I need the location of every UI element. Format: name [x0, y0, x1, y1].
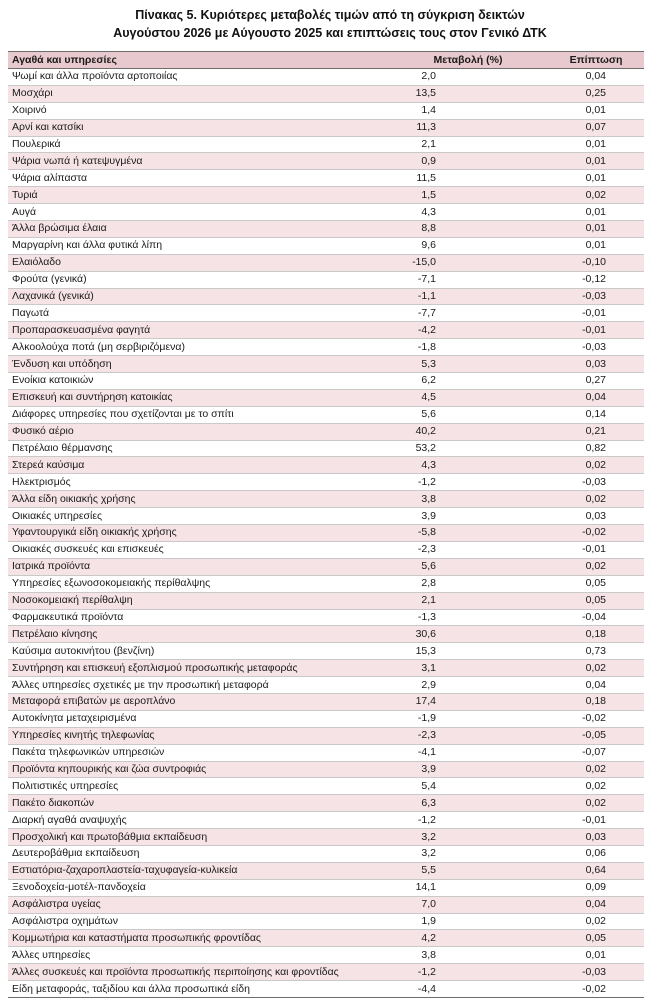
cell-impact: 0,14	[548, 406, 644, 423]
cell-change-percent: 53,2	[388, 440, 548, 457]
cell-change-percent: -4,2	[388, 322, 548, 339]
cell-goods-service: Προσχολική και πρωτοβάθμια εκπαίδευση	[8, 829, 388, 846]
table-row	[8, 626, 644, 643]
cell-goods-service: Πολιτιστικές υπηρεσίες	[8, 778, 388, 795]
cell-impact: 0,04	[548, 896, 644, 913]
cell-change-percent: -4,4	[388, 981, 548, 998]
cell-change-percent: 2,8	[388, 575, 548, 592]
cell-change-percent: -1,3	[388, 609, 548, 626]
cell-goods-service: Υπηρεσίες εξωνοσοκομειακής περίθαλψης	[8, 575, 388, 592]
table-row	[8, 271, 644, 288]
cell-impact: -0,02	[548, 981, 644, 998]
cell-impact: 0,64	[548, 862, 644, 879]
cell-impact: -0,03	[548, 339, 644, 356]
cell-change-percent: 1,5	[388, 187, 548, 204]
table-row	[8, 727, 644, 744]
cell-impact: -0,01	[548, 541, 644, 558]
cell-change-percent: -7,7	[388, 305, 548, 322]
cell-impact: -0,01	[548, 305, 644, 322]
cell-goods-service: Ηλεκτρισμός	[8, 474, 388, 491]
cell-impact: 0,18	[548, 626, 644, 643]
cell-goods-service: Αλκοολούχα ποτά (μη σερβιριζόμενα)	[8, 339, 388, 356]
cell-goods-service: Υφαντουργικά είδη οικιακής χρήσης	[8, 525, 388, 542]
cell-goods-service: Οικιακές υπηρεσίες	[8, 508, 388, 525]
cell-goods-service: Πακέτο διακοπών	[8, 795, 388, 812]
cell-goods-service: Διάφορες υπηρεσίες που σχετίζονται με το σπίτι	[8, 406, 388, 423]
cell-goods-service: Χοιρινό	[8, 102, 388, 119]
cell-change-percent: 17,4	[388, 693, 548, 710]
cell-goods-service: Κομμωτήρια και καταστήματα προσωπικής φροντίδας	[8, 930, 388, 947]
cell-goods-service: Ενοίκια κατοικιών	[8, 373, 388, 390]
cell-goods-service: Μεταφορά επιβατών με αεροπλάνο	[8, 693, 388, 710]
cell-impact: 0,18	[548, 693, 644, 710]
cell-change-percent: 13,5	[388, 85, 548, 102]
cell-goods-service: Άλλες υπηρεσίες σχετικές με την προσωπική μεταφορά	[8, 677, 388, 694]
cell-impact: 0,09	[548, 879, 644, 896]
cell-goods-service: Πακέτα τηλεφωνικών υπηρεσιών	[8, 744, 388, 761]
cell-impact: 0,01	[548, 947, 644, 964]
cell-impact: 0,25	[548, 85, 644, 102]
table-row	[8, 221, 644, 238]
table-header	[8, 52, 644, 69]
cell-impact: -0,02	[548, 525, 644, 542]
cell-change-percent: 2,0	[388, 69, 548, 86]
cell-impact: 0,04	[548, 389, 644, 406]
table-row	[8, 778, 644, 795]
cell-impact: 0,02	[548, 778, 644, 795]
cell-goods-service: Ψάρια αλίπαστα	[8, 170, 388, 187]
cell-impact: -0,01	[548, 322, 644, 339]
cell-goods-service: Παγωτά	[8, 305, 388, 322]
table-row	[8, 136, 644, 153]
table-row	[8, 102, 644, 119]
cell-change-percent: -2,3	[388, 727, 548, 744]
cell-impact: 0,04	[548, 69, 644, 86]
cell-impact: 0,02	[548, 491, 644, 508]
cell-impact: 0,01	[548, 153, 644, 170]
cell-change-percent: 14,1	[388, 879, 548, 896]
cell-change-percent: 11,5	[388, 170, 548, 187]
cell-goods-service: Φρούτα (γενικά)	[8, 271, 388, 288]
header-impact: Επίπτωση	[548, 52, 644, 69]
cell-impact: 0,01	[548, 170, 644, 187]
table-row	[8, 474, 644, 491]
table-row	[8, 406, 644, 423]
table-row	[8, 204, 644, 221]
cell-change-percent: 5,6	[388, 406, 548, 423]
table-row	[8, 373, 644, 390]
title-line-2: Αυγούστου 2026 με Αύγουστο 2025 και επιπτώσεις τους στον Γενικό ΔΤΚ	[113, 26, 547, 40]
table-row	[8, 491, 644, 508]
table-row	[8, 761, 644, 778]
table-row	[8, 829, 644, 846]
cell-goods-service: Εστιατόρια-ζαχαροπλαστεία-ταχυφαγεία-κυλικεία	[8, 862, 388, 879]
cell-change-percent: -5,8	[388, 525, 548, 542]
table-row	[8, 339, 644, 356]
cell-impact: 0,03	[548, 508, 644, 525]
cell-goods-service: Πουλερικά	[8, 136, 388, 153]
cell-goods-service: Μοσχάρι	[8, 85, 388, 102]
cell-change-percent: -7,1	[388, 271, 548, 288]
cell-impact: -0,04	[548, 609, 644, 626]
cell-goods-service: Λαχανικά (γενικά)	[8, 288, 388, 305]
table-row	[8, 795, 644, 812]
cell-change-percent: 6,3	[388, 795, 548, 812]
table-row	[8, 693, 644, 710]
cell-change-percent: 40,2	[388, 423, 548, 440]
cell-goods-service: Στερεά καύσιμα	[8, 457, 388, 474]
cell-goods-service: Καύσιμα αυτοκινήτου (βενζίνη)	[8, 643, 388, 660]
table-row	[8, 575, 644, 592]
table-row	[8, 170, 644, 187]
table-row	[8, 981, 644, 998]
cell-goods-service: Προπαρασκευασμένα φαγητά	[8, 322, 388, 339]
price-changes-table	[8, 51, 644, 998]
table-row	[8, 153, 644, 170]
cell-change-percent: 5,3	[388, 356, 548, 373]
cell-change-percent: 5,4	[388, 778, 548, 795]
cell-change-percent: -4,1	[388, 744, 548, 761]
cell-impact: 0,02	[548, 795, 644, 812]
cell-goods-service: Δευτεροβάθμια εκπαίδευση	[8, 845, 388, 862]
cell-change-percent: -1,2	[388, 474, 548, 491]
header-row	[8, 52, 644, 69]
cell-goods-service: Πετρέλαιο κίνησης	[8, 626, 388, 643]
cell-change-percent: 5,5	[388, 862, 548, 879]
cell-change-percent: -1,2	[388, 812, 548, 829]
table-row	[8, 812, 644, 829]
cell-change-percent: 3,8	[388, 491, 548, 508]
header-goods-services: Αγαθά και υπηρεσίες	[8, 52, 388, 69]
cell-impact: 0,02	[548, 660, 644, 677]
cell-goods-service: Νοσοκομειακή περίθαλψη	[8, 592, 388, 609]
cell-impact: -0,07	[548, 744, 644, 761]
table-row	[8, 541, 644, 558]
cell-impact: 0,05	[548, 575, 644, 592]
cell-impact: 0,01	[548, 204, 644, 221]
table-row	[8, 440, 644, 457]
cell-goods-service: Ξενοδοχεία-μοτέλ-πανδοχεία	[8, 879, 388, 896]
title-line-1: Πίνακας 5. Κυριότερες μεταβολές τιμών από τη σύγκριση δεικτών	[135, 8, 525, 22]
table-row	[8, 254, 644, 271]
cell-impact: 0,07	[548, 119, 644, 136]
cell-impact: 0,02	[548, 187, 644, 204]
cell-change-percent: -1,1	[388, 288, 548, 305]
cell-impact: 0,01	[548, 102, 644, 119]
cell-change-percent: 4,3	[388, 204, 548, 221]
cell-goods-service: Αυτοκίνητα μεταχειρισμένα	[8, 710, 388, 727]
table-row	[8, 964, 644, 981]
cell-impact: 0,03	[548, 829, 644, 846]
cell-change-percent: 5,6	[388, 558, 548, 575]
table-row	[8, 744, 644, 761]
table-row	[8, 558, 644, 575]
cell-change-percent: 2,1	[388, 592, 548, 609]
cell-change-percent: 8,8	[388, 221, 548, 238]
table-row	[8, 947, 644, 964]
table-row	[8, 845, 644, 862]
table-row	[8, 85, 644, 102]
cell-change-percent: 4,5	[388, 389, 548, 406]
cell-goods-service: Άλλα βρώσιμα έλαια	[8, 221, 388, 238]
table-row	[8, 119, 644, 136]
table-row	[8, 879, 644, 896]
table-row	[8, 710, 644, 727]
cell-impact: 0,02	[548, 913, 644, 930]
cell-impact: -0,03	[548, 964, 644, 981]
cell-impact: 0,05	[548, 930, 644, 947]
cell-impact: 0,21	[548, 423, 644, 440]
cell-goods-service: Ένδυση και υπόδηση	[8, 356, 388, 373]
cell-change-percent: 1,4	[388, 102, 548, 119]
table-title	[0, 0, 660, 38]
table-row	[8, 457, 644, 474]
table-row	[8, 609, 644, 626]
cell-impact: -0,03	[548, 474, 644, 491]
cell-goods-service: Τυριά	[8, 187, 388, 204]
cell-change-percent: 15,3	[388, 643, 548, 660]
cell-impact: 0,03	[548, 356, 644, 373]
cell-goods-service: Αυγά	[8, 204, 388, 221]
cell-goods-service: Άλλα είδη οικιακής χρήσης	[8, 491, 388, 508]
cell-change-percent: 3,8	[388, 947, 548, 964]
cell-change-percent: 6,2	[388, 373, 548, 390]
cell-impact: 0,06	[548, 845, 644, 862]
cell-goods-service: Ασφάλιστρα οχημάτων	[8, 913, 388, 930]
cell-goods-service: Φαρμακευτικά προϊόντα	[8, 609, 388, 626]
cell-goods-service: Αρνί και κατσίκι	[8, 119, 388, 136]
cell-impact: -0,03	[548, 288, 644, 305]
cell-change-percent: 3,1	[388, 660, 548, 677]
cell-change-percent: 1,9	[388, 913, 548, 930]
cell-goods-service: Οικιακές συσκευές και επισκευές	[8, 541, 388, 558]
cell-change-percent: 0,9	[388, 153, 548, 170]
table-row	[8, 389, 644, 406]
cell-impact: 0,73	[548, 643, 644, 660]
cell-change-percent: -2,3	[388, 541, 548, 558]
cell-impact: 0,01	[548, 221, 644, 238]
cell-goods-service: Άλλες συσκευές και προϊόντα προσωπικής περιποίησης και φροντίδας	[8, 964, 388, 981]
cell-goods-service: Μαργαρίνη και άλλα φυτικά λίπη	[8, 237, 388, 254]
cell-goods-service: Ελαιόλαδο	[8, 254, 388, 271]
cell-impact: 0,01	[548, 237, 644, 254]
cell-change-percent: 3,9	[388, 508, 548, 525]
cell-goods-service: Συντήρηση και επισκευή εξοπλισμού προσωπικής μεταφοράς	[8, 660, 388, 677]
table-row	[8, 508, 644, 525]
cell-goods-service: Προϊόντα κηπουρικής και ζώα συντροφιάς	[8, 761, 388, 778]
cell-impact: -0,10	[548, 254, 644, 271]
table-row	[8, 288, 644, 305]
table-row	[8, 423, 644, 440]
cell-goods-service: Διαρκή αγαθά αναψυχής	[8, 812, 388, 829]
cell-impact: 0,02	[548, 558, 644, 575]
table-row	[8, 187, 644, 204]
cell-change-percent: 2,1	[388, 136, 548, 153]
cell-impact: 0,04	[548, 677, 644, 694]
cell-goods-service: Φυσικό αέριο	[8, 423, 388, 440]
cell-change-percent: -1,8	[388, 339, 548, 356]
table-row	[8, 69, 644, 86]
cell-change-percent: 4,2	[388, 930, 548, 947]
table-row	[8, 305, 644, 322]
table-row	[8, 356, 644, 373]
table-row	[8, 660, 644, 677]
table-body	[8, 69, 644, 998]
header-change-percent: Μεταβολή (%)	[388, 52, 548, 69]
table-row	[8, 237, 644, 254]
table-row	[8, 677, 644, 694]
cell-change-percent: -1,9	[388, 710, 548, 727]
cell-impact: 0,01	[548, 136, 644, 153]
cell-goods-service: Άλλες υπηρεσίες	[8, 947, 388, 964]
cell-goods-service: Ψωμί και άλλα προϊόντα αρτοποιίας	[8, 69, 388, 86]
cell-impact: 0,05	[548, 592, 644, 609]
cell-impact: 0,82	[548, 440, 644, 457]
cell-change-percent: 11,3	[388, 119, 548, 136]
table-row	[8, 525, 644, 542]
table-row	[8, 913, 644, 930]
cell-change-percent: 3,9	[388, 761, 548, 778]
cell-goods-service: Πετρέλαιο θέρμανσης	[8, 440, 388, 457]
cell-goods-service: Ψάρια νωπά ή κατεψυγμένα	[8, 153, 388, 170]
table-row	[8, 322, 644, 339]
cell-impact: 0,02	[548, 761, 644, 778]
table-row	[8, 862, 644, 879]
cell-change-percent: 30,6	[388, 626, 548, 643]
cell-change-percent: 3,2	[388, 829, 548, 846]
table-row	[8, 592, 644, 609]
cell-goods-service: Υπηρεσίες κινητής τηλεφωνίας	[8, 727, 388, 744]
table-row	[8, 643, 644, 660]
cell-change-percent: 7,0	[388, 896, 548, 913]
cell-goods-service: Ασφάλιστρα υγείας	[8, 896, 388, 913]
cell-impact: -0,05	[548, 727, 644, 744]
cell-impact: 0,27	[548, 373, 644, 390]
cell-change-percent: 9,6	[388, 237, 548, 254]
cell-impact: -0,01	[548, 812, 644, 829]
cell-goods-service: Είδη μεταφοράς, ταξιδίου και άλλα προσωπικά είδη	[8, 981, 388, 998]
cell-change-percent: -15,0	[388, 254, 548, 271]
cell-change-percent: 3,2	[388, 845, 548, 862]
cell-goods-service: Επισκευή και συντήρηση κατοικίας	[8, 389, 388, 406]
cell-change-percent: 2,9	[388, 677, 548, 694]
cell-change-percent: -1,2	[388, 964, 548, 981]
cell-impact: 0,02	[548, 457, 644, 474]
cell-goods-service: Ιατρικά προϊόντα	[8, 558, 388, 575]
table-row	[8, 930, 644, 947]
table-row	[8, 896, 644, 913]
cell-impact: -0,02	[548, 710, 644, 727]
cell-change-percent: 4,3	[388, 457, 548, 474]
cell-impact: -0,12	[548, 271, 644, 288]
